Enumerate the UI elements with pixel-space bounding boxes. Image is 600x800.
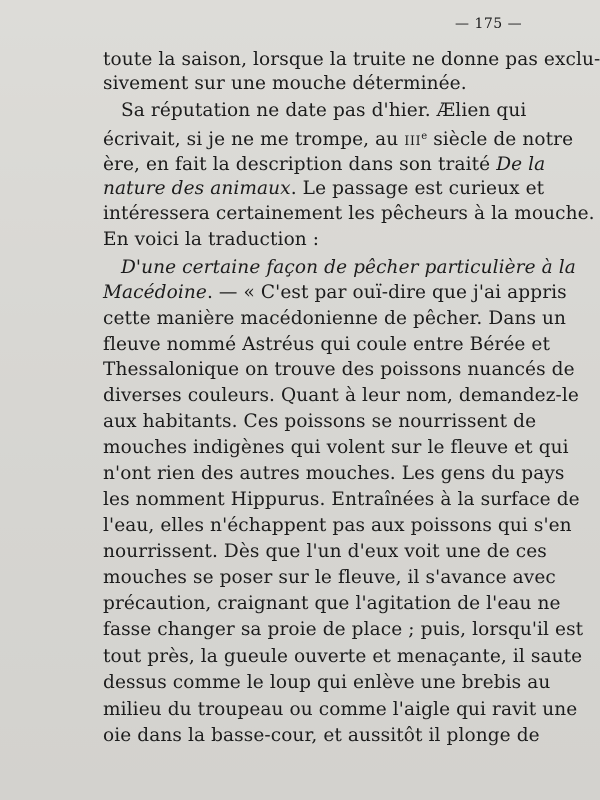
text-line: oie dans la basse-cour, et aussitôt il plonge de <box>103 725 540 746</box>
book-title-italic: nature des animaux <box>103 178 291 199</box>
text-line: En voici la traduction : <box>103 229 320 250</box>
text-line: ère, en fait la description dans son traité De la <box>103 154 546 175</box>
text-line <box>121 256 576 280</box>
text-line: fasse changer sa proie de place ; puis, lorsqu'il est <box>103 619 584 640</box>
text-line: n'ont rien des autres mouches. Les gens du pays <box>103 463 565 484</box>
text-line: l'eau, elles n'échappent pas aux poissons qui s'en <box>103 515 572 536</box>
text-line: les nomment Hippurus. Entraînées à la surface de <box>103 489 580 510</box>
text-line: nature des animaux. Le passage est curieux et <box>103 178 545 199</box>
book-title-italic: De la <box>496 154 546 175</box>
text-line: cette manière macédonienne de pêcher. Dans un <box>103 308 567 329</box>
ordinal-superscript: e <box>421 131 428 142</box>
text-line: mouches indigènes qui volent sur le fleuve et qui <box>103 437 569 458</box>
section-heading-italic: Macédoine <box>103 282 207 303</box>
text-line: tout près, la gueule ouverte et menaçante, il saute <box>103 646 583 667</box>
text-line: Sa réputation ne date pas d'hier. Ælien qui <box>121 100 527 121</box>
text-line: mouches se poser sur le fleuve, il s'avance avec <box>103 567 556 588</box>
text-line: Thessalonique on trouve des poissons nuancés de <box>103 359 575 380</box>
text-line: fleuve nommé Astréus qui coule entre Bérée et <box>103 334 550 355</box>
text-line: nourrissent. Dès que l'un d'eux voit une de ces <box>103 541 547 562</box>
page-number: — 175 — <box>455 16 523 32</box>
text-line: précaution, craignant que l'agitation de l'eau ne <box>103 593 561 614</box>
text-line: intéressera certainement les pêcheurs à la mouche. <box>103 203 595 224</box>
roman-century: III <box>404 134 422 149</box>
text-line: dessus comme le loup qui enlève une brebis au <box>103 672 551 693</box>
text-line: aux habitants. Ces poissons se nourrissent de <box>103 411 537 432</box>
section-heading-italic: D'une certaine façon de pêcher particulière à la <box>121 257 576 278</box>
text-line: diverses couleurs. Quant à leur nom, demandez-le <box>103 385 579 406</box>
text-line: toute la saison, lorsque la truite ne donne pas exclu- <box>103 49 600 70</box>
text-line: écrivait, si je ne me trompe, au IIIe siècle de notre <box>103 129 574 150</box>
text-line: Macédoine. — « C'est par ouï-dire que j'ai appris <box>103 282 567 303</box>
text-line: sivement sur une mouche déterminée. <box>103 73 467 94</box>
text-line: milieu du troupeau ou comme l'aigle qui ravit une <box>103 699 578 720</box>
